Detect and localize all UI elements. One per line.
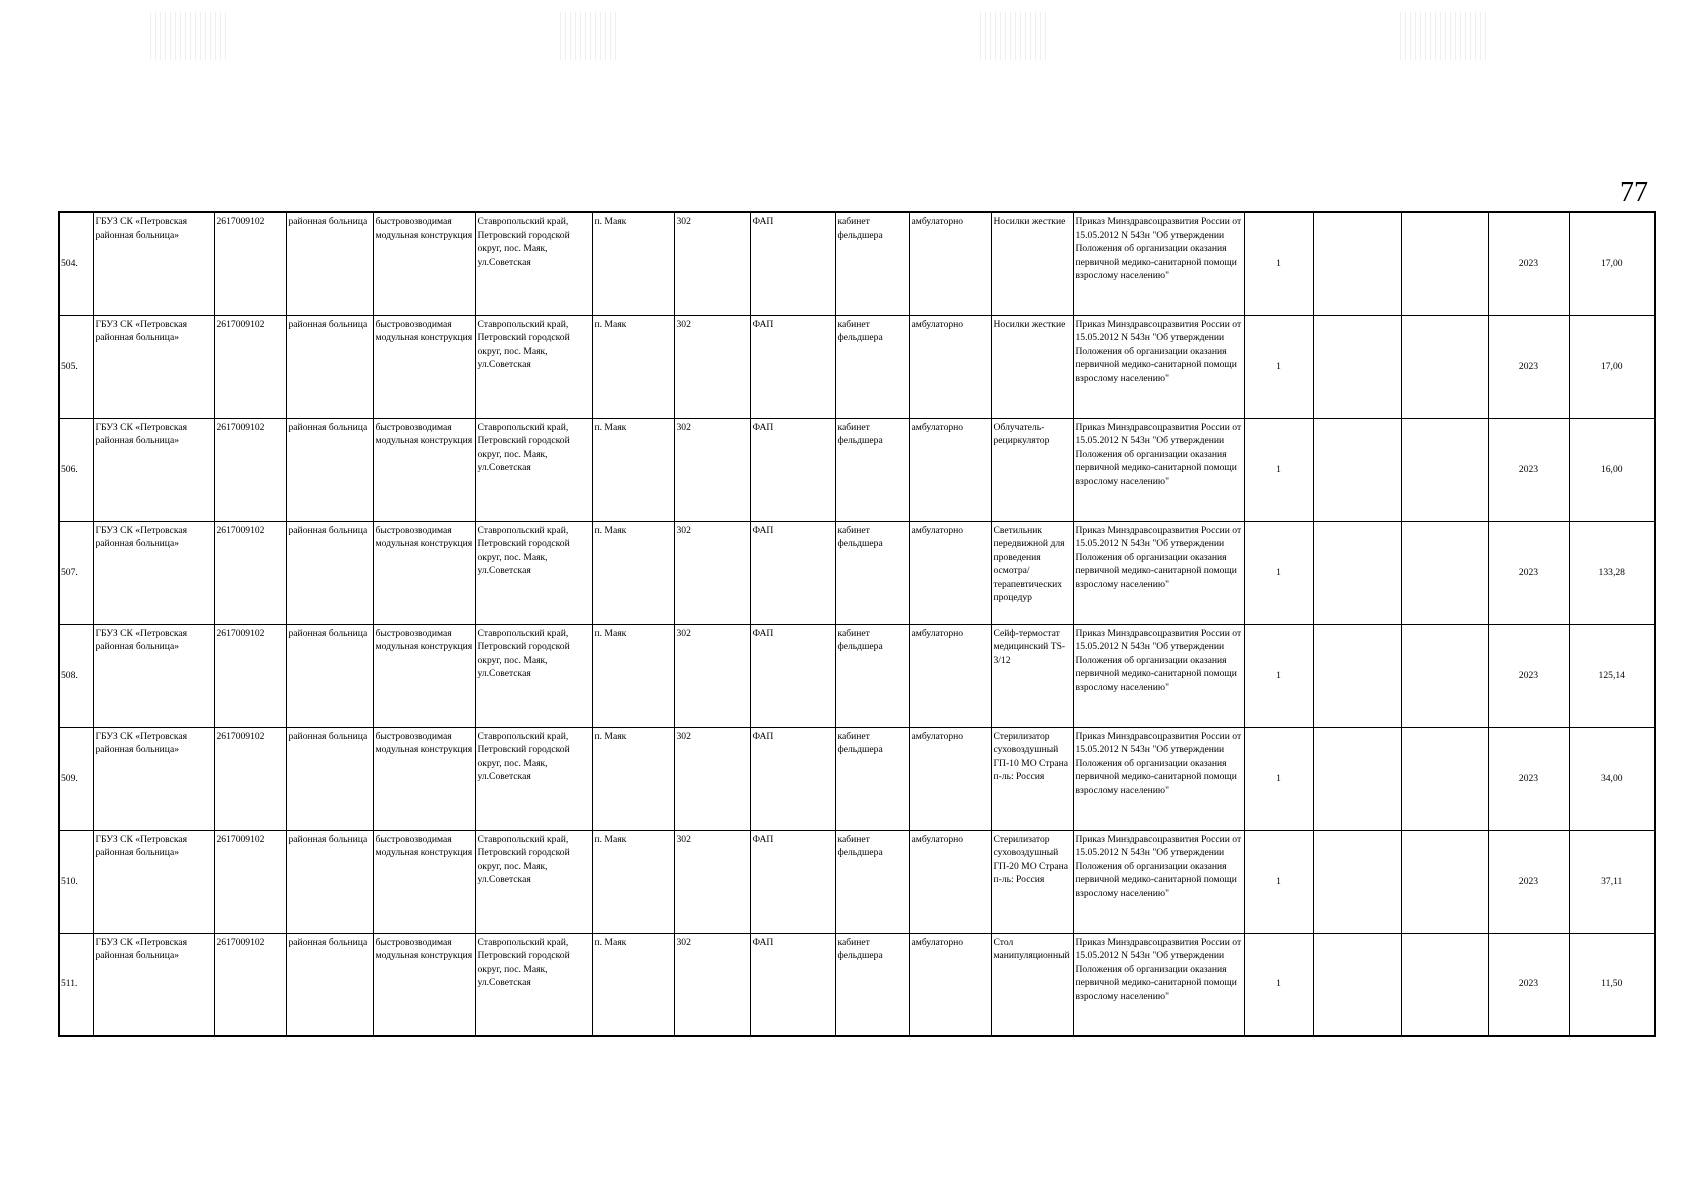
locality-cell: п. Маяк [592,830,674,933]
room-cell: кабинет фельдшера [835,830,909,933]
year-cell: 2023 [1488,727,1569,830]
unit-type-cell: ФАП [750,418,835,521]
facility-type-cell: районная больница [286,212,373,315]
building-type-cell: быстровозводимая модульная конструкция [373,521,475,624]
locality-cell: п. Маяк [592,624,674,727]
year-cell: 2023 [1488,212,1569,315]
empty-cell-2-cell [1401,315,1488,418]
unit-type-cell: ФАП [750,315,835,418]
year-cell: 2023 [1488,521,1569,624]
price-cell: 34,00 [1569,727,1655,830]
unit-type-cell: ФАП [750,727,835,830]
page-number: 77 [1620,177,1648,208]
legal-basis-cell: Приказ Минздравсоцразвития России от 15.05.2012 N 543н "Об утверждении Положения об организации оказания первичной медико-санитарной помощи взрослому населению" [1073,933,1244,1036]
address-cell: Ставропольский край, Петровский городской округ, пос. Маяк, ул.Советская [475,727,592,830]
locality-cell: п. Маяк [592,727,674,830]
address-cell: Ставропольский край, Петровский городской округ, пос. Маяк, ул.Советская [475,624,592,727]
inn-cell: 2617009102 [214,624,286,727]
address-cell: Ставропольский край, Петровский городской округ, пос. Маяк, ул.Советская [475,830,592,933]
code-cell: 302 [674,624,750,727]
empty-cell-1-cell [1313,521,1401,624]
empty-cell-2-cell [1401,727,1488,830]
empty-cell-1-cell [1313,624,1401,727]
table-row [59,315,1655,418]
facility-type-cell: районная больница [286,624,373,727]
org-name-cell: ГБУЗ СК «Петровская районная больница» [93,933,214,1036]
org-name-cell: ГБУЗ СК «Петровская районная больница» [93,624,214,727]
table-row [59,212,1655,315]
row-number-cell: 509. [59,727,93,830]
row-number-cell: 506. [59,418,93,521]
scan-artifact [1400,12,1490,60]
equipment-table [58,211,1656,1037]
code-cell: 302 [674,727,750,830]
inn-cell: 2617009102 [214,933,286,1036]
building-type-cell: быстровозводимая модульная конструкция [373,830,475,933]
empty-cell-1-cell [1313,418,1401,521]
unit-type-cell: ФАП [750,933,835,1036]
table-row [59,521,1655,624]
building-type-cell: быстровозводимая модульная конструкция [373,315,475,418]
empty-cell-2-cell [1401,933,1488,1036]
room-cell: кабинет фельдшера [835,727,909,830]
empty-cell-1-cell [1313,212,1401,315]
room-cell: кабинет фельдшера [835,624,909,727]
equipment-name-cell: Облучатель-рециркулятор [991,418,1073,521]
legal-basis-cell: Приказ Минздравсоцразвития России от 15.05.2012 N 543н "Об утверждении Положения об организации оказания первичной медико-санитарной помощи взрослому населению" [1073,624,1244,727]
care-mode-cell: амбулаторно [909,315,991,418]
scan-artifact [150,12,230,60]
quantity-cell: 1 [1244,624,1313,727]
code-cell: 302 [674,315,750,418]
inn-cell: 2617009102 [214,315,286,418]
room-cell: кабинет фельдшера [835,418,909,521]
facility-type-cell: районная больница [286,418,373,521]
org-name-cell: ГБУЗ СК «Петровская районная больница» [93,315,214,418]
code-cell: 302 [674,933,750,1036]
facility-type-cell: районная больница [286,727,373,830]
address-cell: Ставропольский край, Петровский городской округ, пос. Маяк, ул.Советская [475,933,592,1036]
year-cell: 2023 [1488,315,1569,418]
empty-cell-2-cell [1401,521,1488,624]
facility-type-cell: районная больница [286,933,373,1036]
locality-cell: п. Маяк [592,212,674,315]
org-name-cell: ГБУЗ СК «Петровская районная больница» [93,521,214,624]
legal-basis-cell: Приказ Минздравсоцразвития России от 15.05.2012 N 543н "Об утверждении Положения об организации оказания первичной медико-санитарной помощи взрослому населению" [1073,315,1244,418]
code-cell: 302 [674,521,750,624]
empty-cell-1-cell [1313,315,1401,418]
legal-basis-cell: Приказ Минздравсоцразвития России от 15.05.2012 N 543н "Об утверждении Положения об организации оказания первичной медико-санитарной помощи взрослому населению" [1073,212,1244,315]
care-mode-cell: амбулаторно [909,727,991,830]
table-row [59,418,1655,521]
care-mode-cell: амбулаторно [909,212,991,315]
equipment-name-cell: Светильник передвижной для проведения осмотра/терапевтических процедур [991,521,1073,624]
facility-type-cell: районная больница [286,521,373,624]
facility-type-cell: районная больница [286,315,373,418]
row-number-cell: 507. [59,521,93,624]
price-cell: 125,14 [1569,624,1655,727]
inn-cell: 2617009102 [214,212,286,315]
row-number-cell: 508. [59,624,93,727]
quantity-cell: 1 [1244,933,1313,1036]
empty-cell-1-cell [1313,727,1401,830]
unit-type-cell: ФАП [750,521,835,624]
address-cell: Ставропольский край, Петровский городской округ, пос. Маяк, ул.Советская [475,521,592,624]
legal-basis-cell: Приказ Минздравсоцразвития России от 15.05.2012 N 543н "Об утверждении Положения об организации оказания первичной медико-санитарной помощи взрослому населению" [1073,521,1244,624]
row-number-cell: 510. [59,830,93,933]
empty-cell-1-cell [1313,933,1401,1036]
quantity-cell: 1 [1244,830,1313,933]
quantity-cell: 1 [1244,521,1313,624]
scan-artifact [980,12,1050,60]
address-cell: Ставропольский край, Петровский городской округ, пос. Маяк, ул.Советская [475,315,592,418]
legal-basis-cell: Приказ Минздравсоцразвития России от 15.05.2012 N 543н "Об утверждении Положения об организации оказания первичной медико-санитарной помощи взрослому населению" [1073,830,1244,933]
address-cell: Ставропольский край, Петровский городской округ, пос. Маяк, ул.Советская [475,418,592,521]
locality-cell: п. Маяк [592,418,674,521]
empty-cell-2-cell [1401,624,1488,727]
scan-artifact [560,12,620,60]
quantity-cell: 1 [1244,727,1313,830]
address-cell: Ставропольский край, Петровский городской округ, пос. Маяк, ул.Советская [475,212,592,315]
equipment-name-cell: Стерилизатор суховоздушный ГП-20 МО Страна п-ль: Россия [991,830,1073,933]
year-cell: 2023 [1488,624,1569,727]
row-number-cell: 505. [59,315,93,418]
care-mode-cell: амбулаторно [909,521,991,624]
inn-cell: 2617009102 [214,727,286,830]
building-type-cell: быстровозводимая модульная конструкция [373,212,475,315]
price-cell: 11,50 [1569,933,1655,1036]
price-cell: 17,00 [1569,212,1655,315]
org-name-cell: ГБУЗ СК «Петровская районная больница» [93,418,214,521]
row-number-cell: 504. [59,212,93,315]
year-cell: 2023 [1488,830,1569,933]
legal-basis-cell: Приказ Минздравсоцразвития России от 15.05.2012 N 543н "Об утверждении Положения об организации оказания первичной медико-санитарной помощи взрослому населению" [1073,727,1244,830]
legal-basis-cell: Приказ Минздравсоцразвития России от 15.05.2012 N 543н "Об утверждении Положения об организации оказания первичной медико-санитарной помощи взрослому населению" [1073,418,1244,521]
room-cell: кабинет фельдшера [835,315,909,418]
locality-cell: п. Маяк [592,521,674,624]
code-cell: 302 [674,830,750,933]
facility-type-cell: районная больница [286,830,373,933]
org-name-cell: ГБУЗ СК «Петровская районная больница» [93,212,214,315]
quantity-cell: 1 [1244,315,1313,418]
price-cell: 17,00 [1569,315,1655,418]
locality-cell: п. Маяк [592,315,674,418]
inn-cell: 2617009102 [214,418,286,521]
inn-cell: 2617009102 [214,830,286,933]
code-cell: 302 [674,212,750,315]
room-cell: кабинет фельдшера [835,212,909,315]
empty-cell-2-cell [1401,212,1488,315]
table-row [59,727,1655,830]
equipment-name-cell: Стол манипуляционный [991,933,1073,1036]
locality-cell: п. Маяк [592,933,674,1036]
table-row [59,624,1655,727]
inn-cell: 2617009102 [214,521,286,624]
code-cell: 302 [674,418,750,521]
price-cell: 37,11 [1569,830,1655,933]
table-row [59,933,1655,1036]
quantity-cell: 1 [1244,212,1313,315]
year-cell: 2023 [1488,418,1569,521]
quantity-cell: 1 [1244,418,1313,521]
price-cell: 133,28 [1569,521,1655,624]
table-row [59,830,1655,933]
row-number-cell: 511. [59,933,93,1036]
year-cell: 2023 [1488,933,1569,1036]
care-mode-cell: амбулаторно [909,624,991,727]
unit-type-cell: ФАП [750,212,835,315]
unit-type-cell: ФАП [750,830,835,933]
equipment-name-cell: Носилки жесткие [991,212,1073,315]
equipment-name-cell: Стерилизатор суховоздушный ГП-10 МО Страна п-ль: Россия [991,727,1073,830]
building-type-cell: быстровозводимая модульная конструкция [373,418,475,521]
org-name-cell: ГБУЗ СК «Петровская районная больница» [93,727,214,830]
unit-type-cell: ФАП [750,624,835,727]
room-cell: кабинет фельдшера [835,521,909,624]
building-type-cell: быстровозводимая модульная конструкция [373,624,475,727]
room-cell: кабинет фельдшера [835,933,909,1036]
care-mode-cell: амбулаторно [909,830,991,933]
equipment-name-cell: Сейф-термостат медицинский TS-3/12 [991,624,1073,727]
org-name-cell: ГБУЗ СК «Петровская районная больница» [93,830,214,933]
equipment-name-cell: Носилки жесткие [991,315,1073,418]
price-cell: 16,00 [1569,418,1655,521]
building-type-cell: быстровозводимая модульная конструкция [373,727,475,830]
care-mode-cell: амбулаторно [909,933,991,1036]
building-type-cell: быстровозводимая модульная конструкция [373,933,475,1036]
empty-cell-1-cell [1313,830,1401,933]
empty-cell-2-cell [1401,418,1488,521]
empty-cell-2-cell [1401,830,1488,933]
care-mode-cell: амбулаторно [909,418,991,521]
